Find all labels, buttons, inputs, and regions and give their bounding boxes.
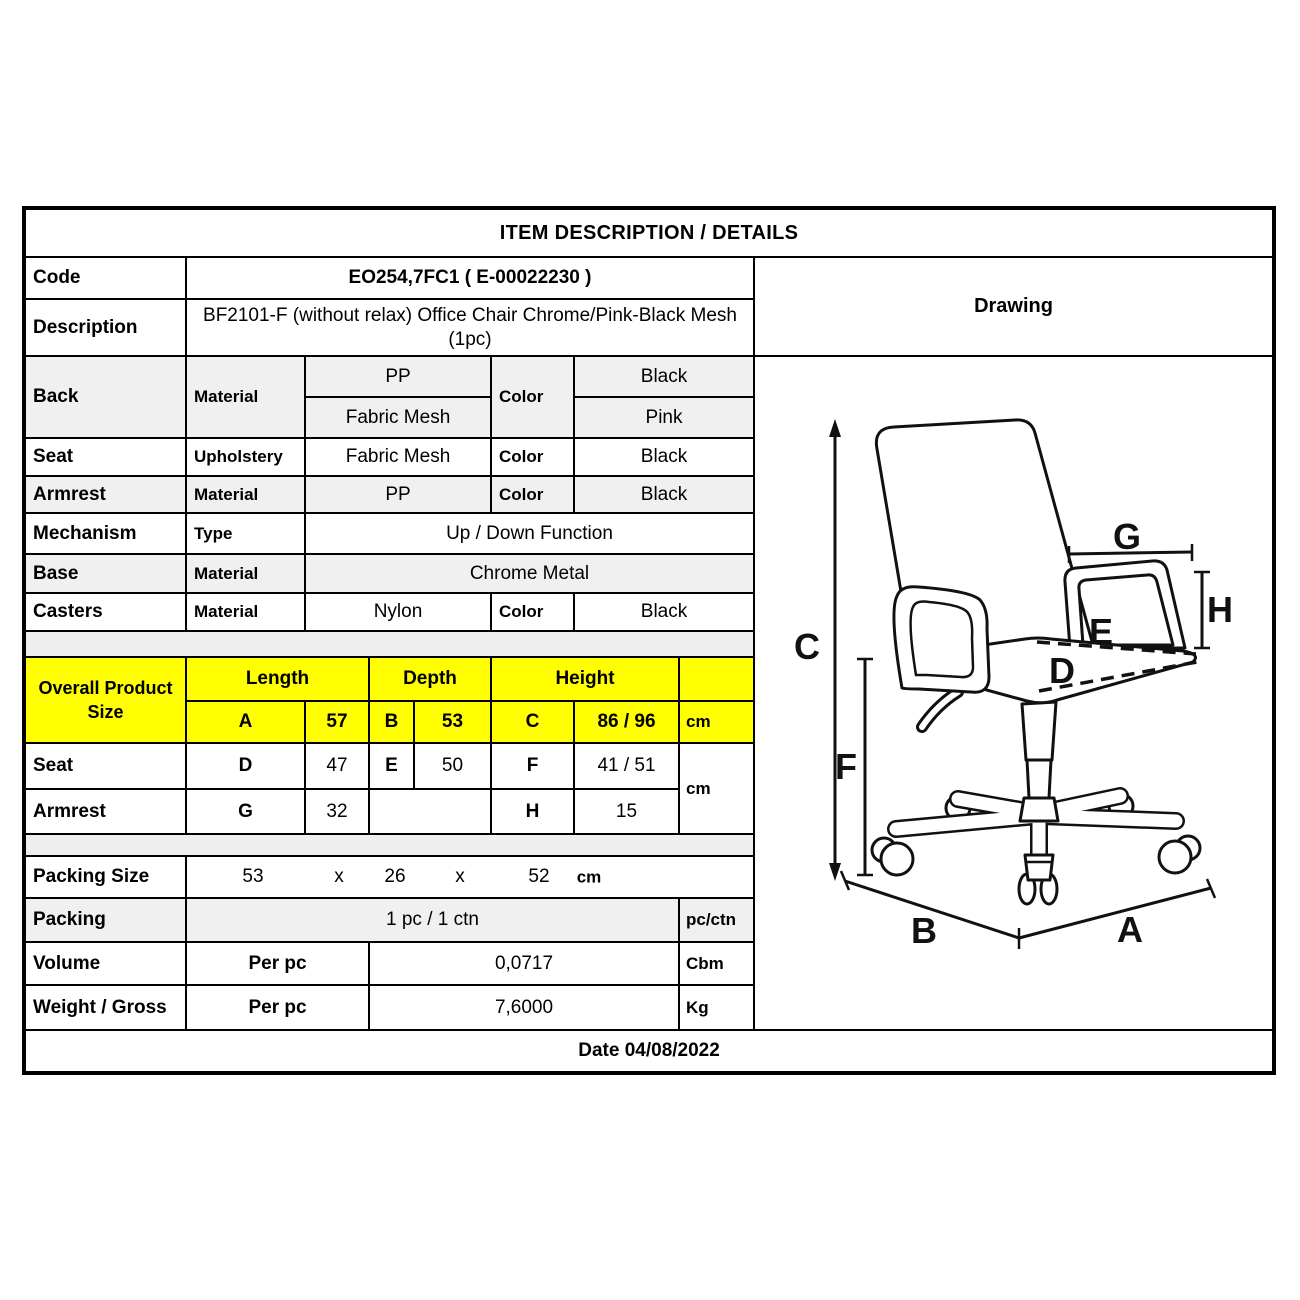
pack-dim-x2: x [455,866,465,888]
base-label: Base [24,554,186,593]
code-label: Code [24,257,186,299]
seat-size-label: Seat [24,743,186,789]
back-material-2: Fabric Mesh [305,397,491,438]
chair-drawing [755,357,1274,1029]
chair-lever-fill [922,692,958,727]
volume-unit: Cbm [679,942,754,985]
armrest-size-label: Armrest [24,789,186,834]
dim-c-value: 86 / 96 [574,701,679,743]
description-value: BF2101-F (without relax) Office Chair Chrome/Pink-Black Mesh (1pc) [186,299,754,356]
dim-f-key: F [491,743,574,789]
caster-center [1019,855,1057,904]
dim-e-key: E [369,743,414,789]
dim-label-h: H [1207,589,1233,630]
dim-label-c: C [794,626,820,667]
packing-value: 1 pc / 1 ctn [186,898,679,942]
title-row [24,208,1274,257]
dim-label-e: E [1088,611,1114,652]
dim-f-value: 41 / 51 [574,743,679,789]
depth-header: Depth [369,657,491,701]
dim-d-key: D [186,743,305,789]
weight-label: Weight / Gross [24,985,186,1030]
seat-color-label: Color [491,438,574,476]
size-header-empty [679,657,754,701]
casters-color-label: Color [491,593,574,631]
height-header: Height [491,657,679,701]
date-stamp: Date 04/08/2022 [24,1030,1274,1073]
dim-h-key: H [491,789,574,834]
weight-value: 7,6000 [369,985,679,1030]
base-attr: Material [186,554,305,593]
back-color-label: Color [491,356,574,438]
dim-g-value: 32 [305,789,369,834]
volume-value: 0,0717 [369,942,679,985]
casters-material: Nylon [305,593,491,631]
caster-front-right [1159,836,1200,873]
pack-dim-2: 26 [384,866,406,888]
dim-e-value: 50 [414,743,491,789]
back-attr: Material [186,356,305,438]
length-header: Length [186,657,369,701]
mechanism-value: Up / Down Function [305,513,754,554]
armrest-color-label: Color [491,476,574,513]
packing-label: Packing [24,898,186,942]
drawing-canvas [754,356,1274,1030]
seat-attr: Upholstery [186,438,305,476]
dim-label-a: A [1117,909,1143,950]
seat-armrest-unit: cm [679,743,754,834]
code-row [24,257,1274,299]
casters-color: Black [574,593,754,631]
caster-front-left [872,838,913,875]
packing-size-label: Packing Size [24,856,186,898]
weight-basis: Per pc [186,985,369,1030]
back-row-1 [24,356,1274,397]
mechanism-attr: Type [186,513,305,554]
armrest-color: Black [574,476,754,513]
dim-c-key: C [491,701,574,743]
dim-a-key: A [186,701,305,743]
packing-size-values [186,856,754,898]
volume-label: Volume [24,942,186,985]
casters-attr: Material [186,593,305,631]
chair-gaslift [1022,702,1056,760]
dim-label-g: G [1112,516,1142,557]
dim-a-value: 57 [305,701,369,743]
dim-h-value: 15 [574,789,679,834]
chair-gaslift-lower [1027,760,1051,798]
pack-dim-1: 53 [242,866,264,888]
chair-hub [1020,798,1058,821]
pack-dim-3: 52 [528,866,550,888]
pack-dim-x1: x [334,866,344,888]
dim-d-value: 47 [305,743,369,789]
dim-label-d: D [1049,650,1075,691]
overall-unit: cm [679,701,754,743]
seat-material: Fabric Mesh [305,438,491,476]
code-value: EO254,7FC1 ( E-00022230 ) [186,257,754,299]
spec-sheet [22,206,1276,1075]
seat-color: Black [574,438,754,476]
packing-unit: pc/ctn [679,898,754,942]
back-color-2: Pink [574,397,754,438]
date-row [24,1030,1274,1073]
casters-label: Casters [24,593,186,631]
mechanism-label: Mechanism [24,513,186,554]
armrest-size-empty [369,789,491,834]
pack-dim-unit: cm [576,867,602,887]
dim-b-key: B [369,701,414,743]
seat-label: Seat [24,438,186,476]
page-title: ITEM DESCRIPTION / DETAILS [24,208,1274,257]
volume-basis: Per pc [186,942,369,985]
back-color-1: Black [574,356,754,397]
size-section-label: Overall Product Size [24,657,186,743]
item-details-table [22,206,1276,1075]
armrest-label: Armrest [24,476,186,513]
spacer-strip [24,834,754,856]
base-value: Chrome Metal [305,554,754,593]
description-label: Description [24,299,186,356]
armrest-material: PP [305,476,491,513]
weight-unit: Kg [679,985,754,1030]
back-material-1: PP [305,356,491,397]
drawing-header: Drawing [754,257,1274,356]
dim-label-b: B [911,910,937,951]
dim-label-f: F [835,746,857,787]
spacer-strip [24,631,754,657]
back-label: Back [24,356,186,438]
armrest-attr: Material [186,476,305,513]
dim-g-key: G [186,789,305,834]
dim-b-value: 53 [414,701,491,743]
